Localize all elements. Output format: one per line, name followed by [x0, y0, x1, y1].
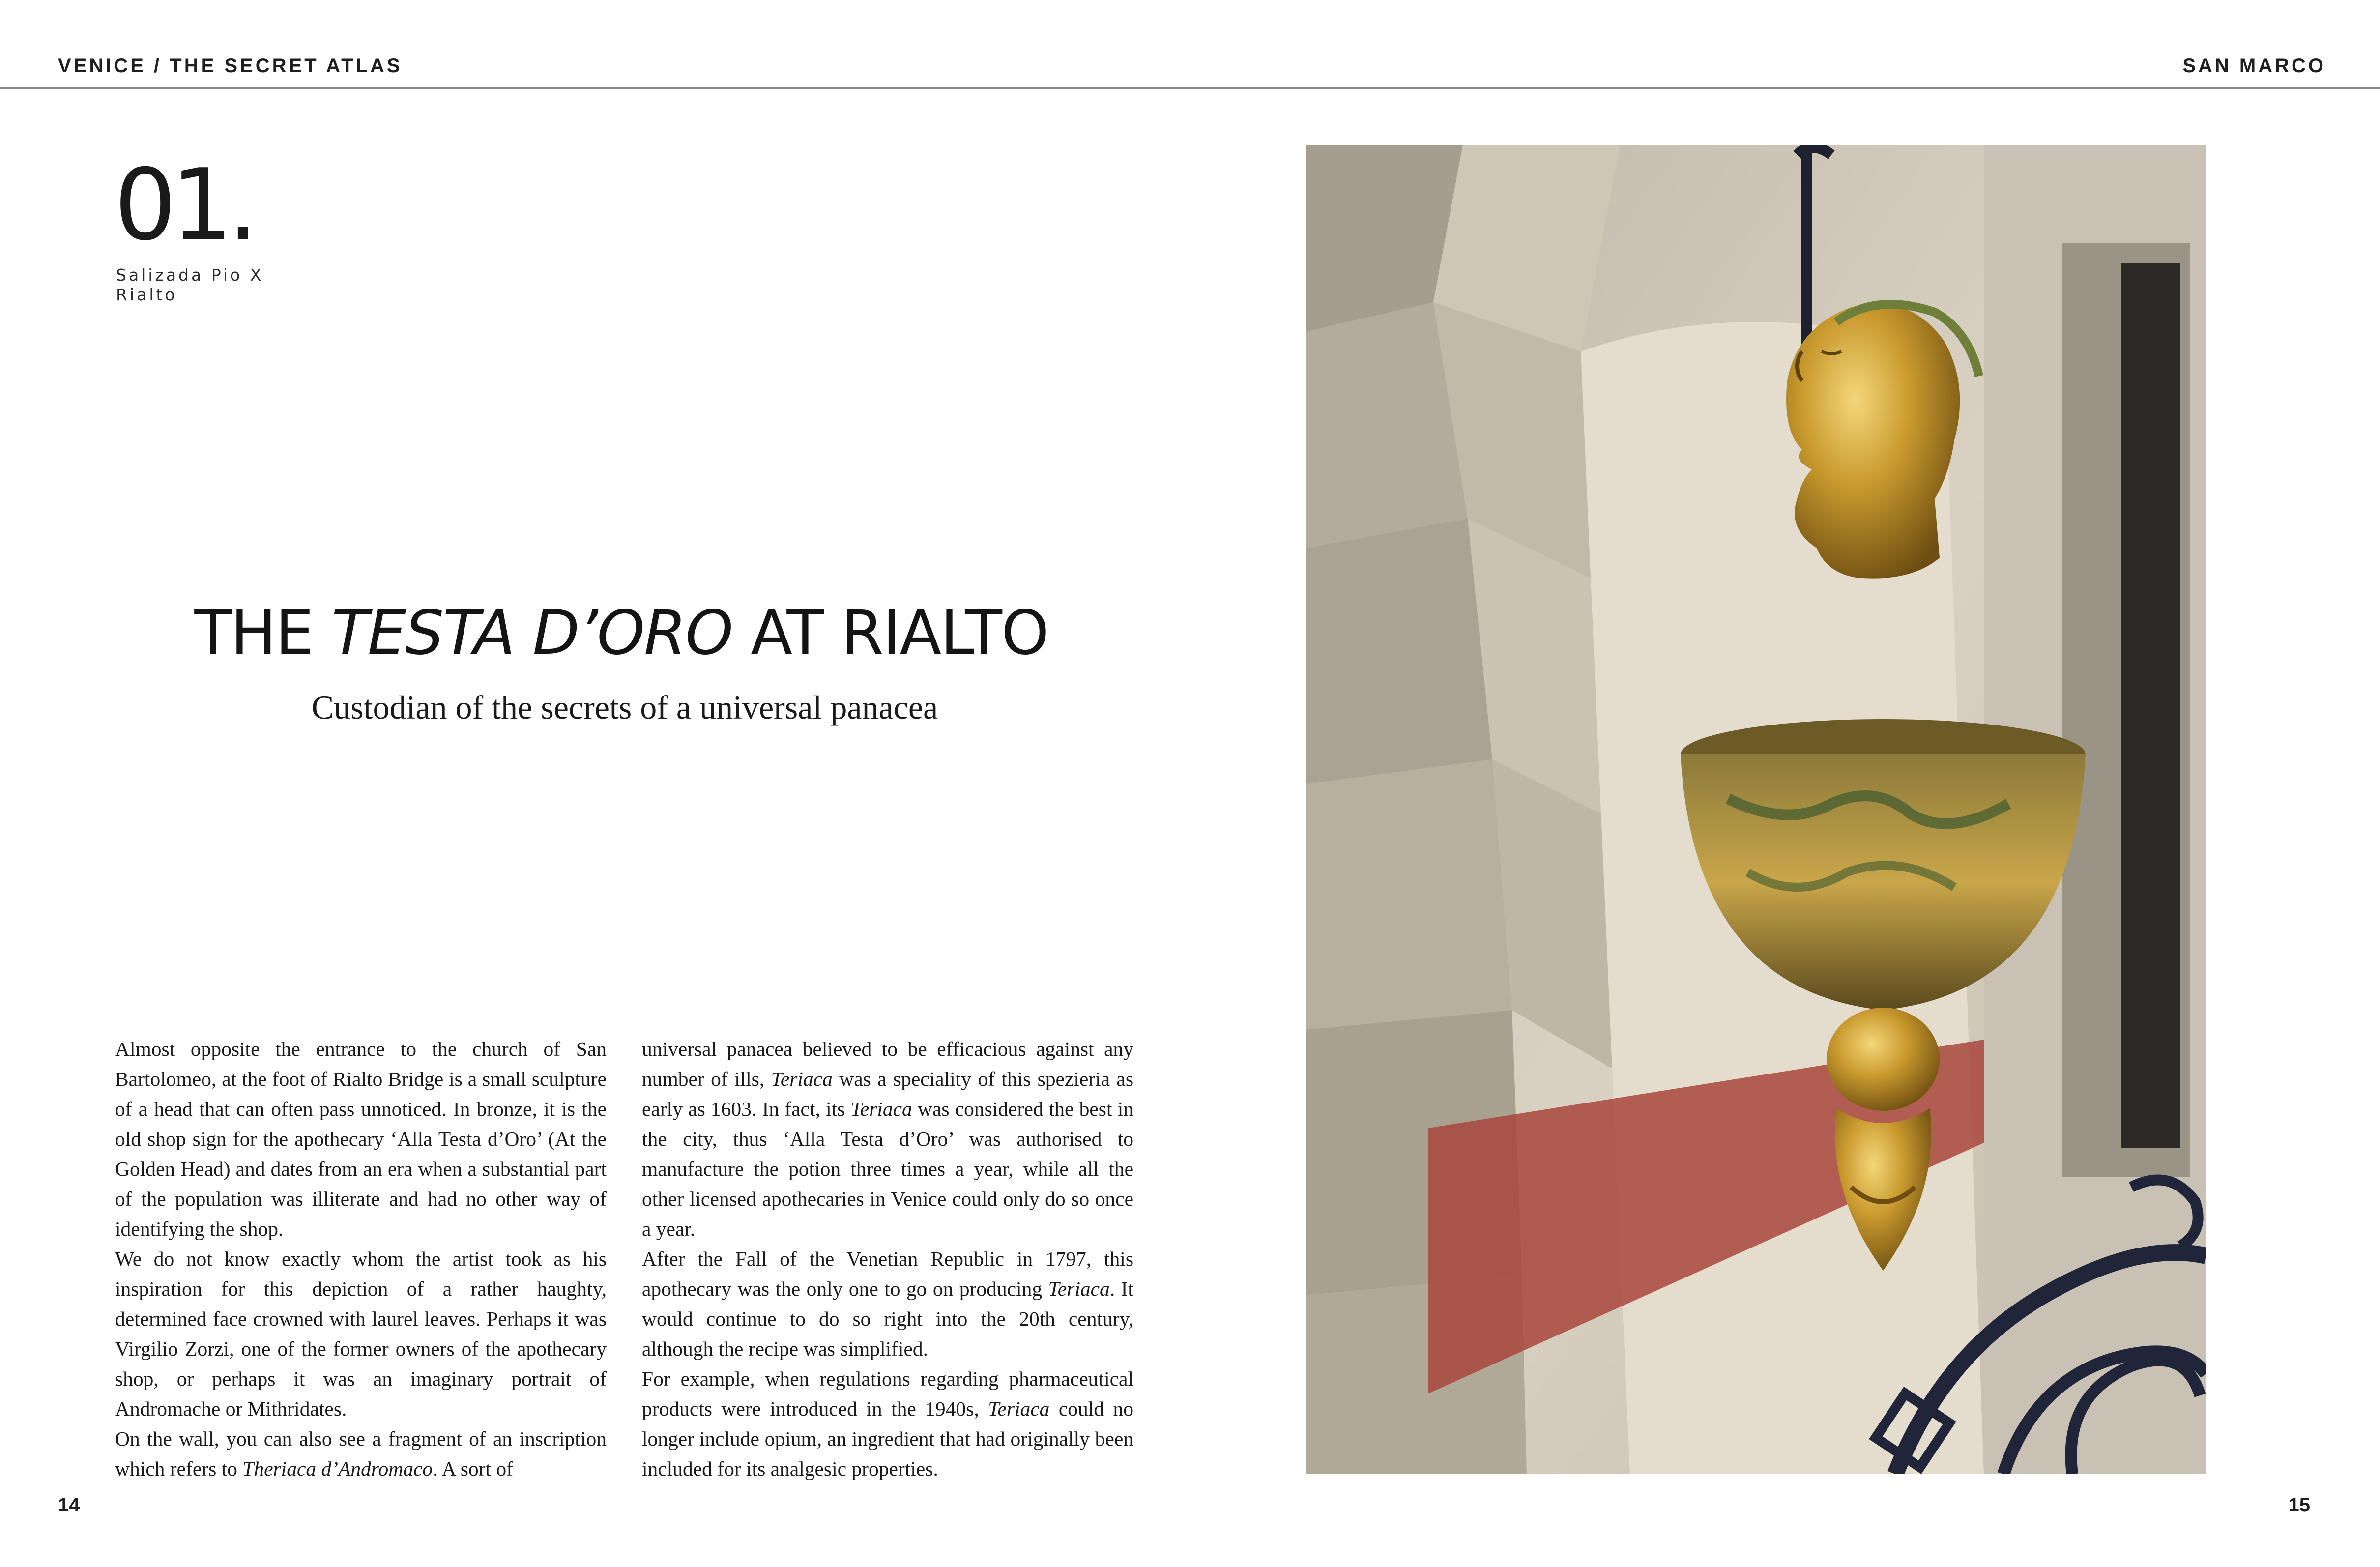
italic-term: Teriaca: [850, 1098, 912, 1120]
text-run: could no longer include opium, an ingredient that had originally been included for its analgesic properties.: [642, 1397, 1133, 1480]
golden-head-photo: [1306, 145, 2206, 1474]
address-street: Salizada Pio X: [116, 265, 264, 285]
page-number-right: 15: [2288, 1494, 2310, 1516]
text-run: On the wall, you can also see a fragment of an inscription which refers to: [115, 1427, 607, 1480]
running-header-section: SAN MARCO: [2182, 55, 2326, 77]
italic-term: Teriaca: [771, 1068, 833, 1090]
paragraph: [642, 1034, 1133, 1244]
paragraph: [115, 1424, 607, 1484]
entry-subtitle: Custodian of the secrets of a universal panacea: [311, 689, 938, 726]
italic-term: Teriaca: [1048, 1277, 1110, 1300]
entry-title: [0, 600, 1243, 667]
title-italic: TESTA D’ORO: [331, 598, 732, 668]
body-column-left: [115, 1034, 607, 1484]
text-run: . A sort of: [433, 1457, 513, 1480]
paragraph: [642, 1244, 1133, 1364]
header-rule: [0, 87, 2380, 89]
photo-illustration: [1306, 145, 2206, 1474]
body-column-right: [642, 1034, 1133, 1484]
text-run: universal panacea believed to be efficacious against any number of ills,: [642, 1038, 1133, 1090]
text-run: was a speciality of this spezieria as early as 1603. In fact, its: [642, 1068, 1133, 1120]
address-area: Rialto: [116, 285, 177, 304]
paragraph: We do not know exactly whom the artist took as his inspiration for this depiction of a rather haughty, determined face crowned with laurel leaves. Perhaps it was Virgilio Zorzi, one of the former owners of the apothecary shop, or perhaps it was an imaginary portrait of Andromache or Mithridates.: [115, 1248, 607, 1420]
text-run: For example, when regulations regarding pharmaceutical products were introduced in the 1940s,: [642, 1367, 1133, 1420]
title-post: AT RIALTO: [732, 598, 1048, 668]
page-number-left: 14: [58, 1494, 80, 1516]
entry-number: 01.: [114, 148, 253, 262]
paragraph: Almost opposite the entrance to the church of San Bartolomeo, at the foot of Rialto Bridge is a small sculpture of a head that can often pass unnoticed. In bronze, it is the old shop sign for the apothecary ‘Alla Testa d’Oro’ (At the Golden Head) and dates from an era when a substantial part of the population was illiterate and had no other way of identifying the shop.: [115, 1038, 607, 1240]
text-run: . It would continue to do so right into the 20th century, although the recipe was simplified.: [642, 1277, 1133, 1360]
italic-term: Theriaca d’Andromaco: [242, 1457, 433, 1480]
text-run: was considered the best in the city, thus ‘Alla Testa d’Oro’ was authorised to manufacture the potion three times a year, while all the other licensed apothecaries in Venice could only do so once a year.: [642, 1098, 1133, 1240]
running-header-book-title: VENICE / THE SECRET ATLAS: [58, 55, 403, 77]
title-pre: THE: [194, 598, 332, 668]
italic-term: Teriaca: [988, 1397, 1050, 1420]
entry-address: [116, 265, 263, 305]
paragraph: [642, 1364, 1133, 1484]
text-run: After the Fall of the Venetian Republic in 1797, this apothecary was the only one to go on producing: [642, 1248, 1133, 1300]
